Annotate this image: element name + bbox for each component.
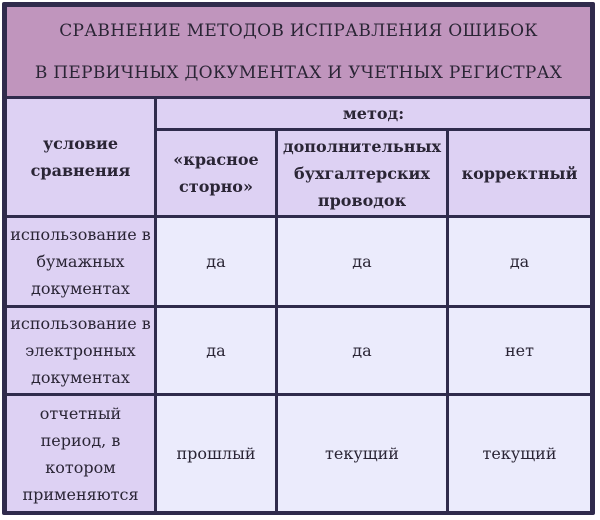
table-cell: текущий: [278, 396, 446, 511]
table-cell: нет: [449, 308, 590, 393]
title-line-1: СРАВНЕНИЕ МЕТОДОВ ИСПРАВЛЕНИЯ ОШИБОК: [59, 20, 538, 41]
table-cell: прошлый: [157, 396, 275, 511]
method-additional-entries-header: дополнительных бухгалтерских проводок: [278, 131, 446, 215]
table-cell: да: [157, 218, 275, 305]
table-cell: да: [157, 308, 275, 393]
row-label-electronic: использование в электронных документах: [7, 308, 154, 393]
comparison-table-frame: [2, 2, 595, 515]
method-red-storno-header: «красное сторно»: [157, 131, 275, 215]
method-header: метод:: [157, 99, 590, 128]
table-cell: да: [278, 218, 446, 305]
table-row: [7, 218, 590, 305]
table-title: [7, 7, 590, 96]
table-cell: да: [449, 218, 590, 305]
table-cell: текущий: [449, 396, 590, 511]
row-label-paper: использование в бумажных документах: [7, 218, 154, 305]
table-cell: да: [278, 308, 446, 393]
condition-header: условие сравнения: [7, 99, 154, 215]
title-line-2: В ПЕРВИЧНЫХ ДОКУМЕНТАХ И УЧЕТНЫХ РЕГИСТРАХ: [34, 62, 563, 83]
row-label-period: отчетный период, в котором применяются: [7, 396, 154, 511]
table-row: [7, 308, 590, 393]
method-corrective-header: корректный: [449, 131, 590, 215]
table-row: [7, 396, 590, 511]
comparison-table: [4, 4, 593, 514]
